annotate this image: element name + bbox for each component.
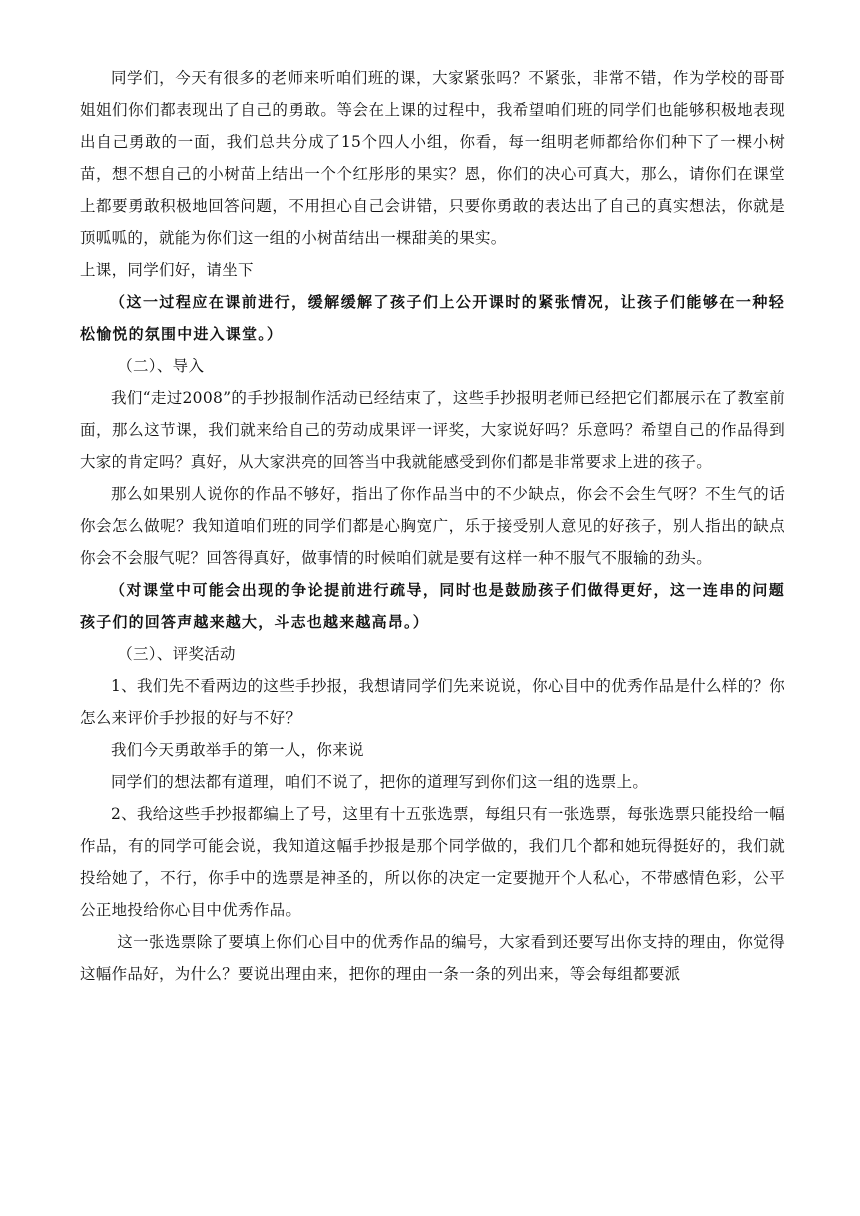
paragraph-introduction-1: 我们“走过2008”的手抄报制作活动已经结束了，这些手抄报明老师已经把它们都展示在了教室前面，那么这节课，我们就来给自己的劳动成果评一评奖，大家说好吗？乐意吗？希望自己的作品得到大家的肯定吗？真好，从大家洪亮的回答当中我就能感受到你们都是非常要求上进的孩子。 [80, 389, 785, 471]
document-page [80, 62, 785, 990]
paragraph-award-1: 1、我们先不看两边的这些手抄报，我想请同学们先来说说，你心目中的优秀作品是什么样的？你怎么来评价手抄报的好与不好？ [80, 677, 785, 727]
note-pre-class: （这一过程应在课前进行，缓解缓解了孩子们上公开课时的紧张情况，让孩子们能够在一种轻松愉悦的氛围中进入课堂。） [80, 293, 785, 343]
paragraph-intro: 同学们，今天有很多的老师来听咱们班的课，大家紧张吗？不紧张，非常不错，作为学校的哥哥姐姐们你们都表现出了自己的勇敢。等会在上课的过程中，我希望咱们班的同学们也能够积极地表现出自己勇敢的一面，我们总共分成了15个四人小组，你看，每一组明老师都给你们种下了一棵小树苗，想不想自己的小树苗上结出一个个红彤彤的果实？恩，你们的决心可真大，那么，请你们在课堂上都要勇敢积极地回答问题，不用担心自己会讲错，只要你勇敢的表达出了自己的真实想法，你就是顶呱呱的，就能为你们这一组的小树苗结出一棵甜美的果实。 [80, 69, 785, 247]
paragraph-class-start: 上课，同学们好，请坐下 [80, 261, 254, 279]
note-dispute-guidance: （对课堂中可能会出现的争论提前进行疏导，同时也是鼓励孩子们做得更好，这一连串的问题孩子们的回答声越来越大，斗志也越来越高昂。） [80, 581, 785, 631]
section-heading-award-activity: （三）、评奖活动 [117, 645, 236, 663]
paragraph-award-ballot-note: 同学们的想法都有道理，咱们不说了，把你的道理写到你们这一组的选票上。 [111, 773, 649, 791]
paragraph-introduction-2: 那么如果别人说你的作品不够好，指出了你作品当中的不少缺点，你会不会生气呀？不生气的话你会怎么做呢？我知道咱们班的同学们都是心胸宽广，乐于接受别人意见的好孩子，别人指出的缺点你会不会服气呢？回答得真好，做事情的时候咱们就是要有这样一种不服气不服输的劲头。 [80, 485, 785, 567]
paragraph-award-first-speaker: 我们今天勇敢举手的第一人，你来说 [111, 741, 364, 759]
paragraph-award-2: 2、我给这些手抄报都编上了号，这里有十五张选票，每组只有一张选票，每张选票只能投给一幅作品，有的同学可能会说，我知道这幅手抄报是那个同学做的，我们几个都和她玩得挺好的，我们就投给她了，不行，你手中的选票是神圣的，所以你的决定一定要抛开个人私心，不带感情色彩，公平公正地投给你心目中优秀作品。 [80, 805, 785, 919]
section-heading-introduction: （二）、导入 [117, 357, 205, 375]
paragraph-award-reasons: 这一张选票除了要填上你们心目中的优秀作品的编号，大家看到还要写出你支持的理由，你觉得这幅作品好，为什么？要说出理由来，把你的理由一条一条的列出来，等会每组都要派 [80, 933, 785, 983]
